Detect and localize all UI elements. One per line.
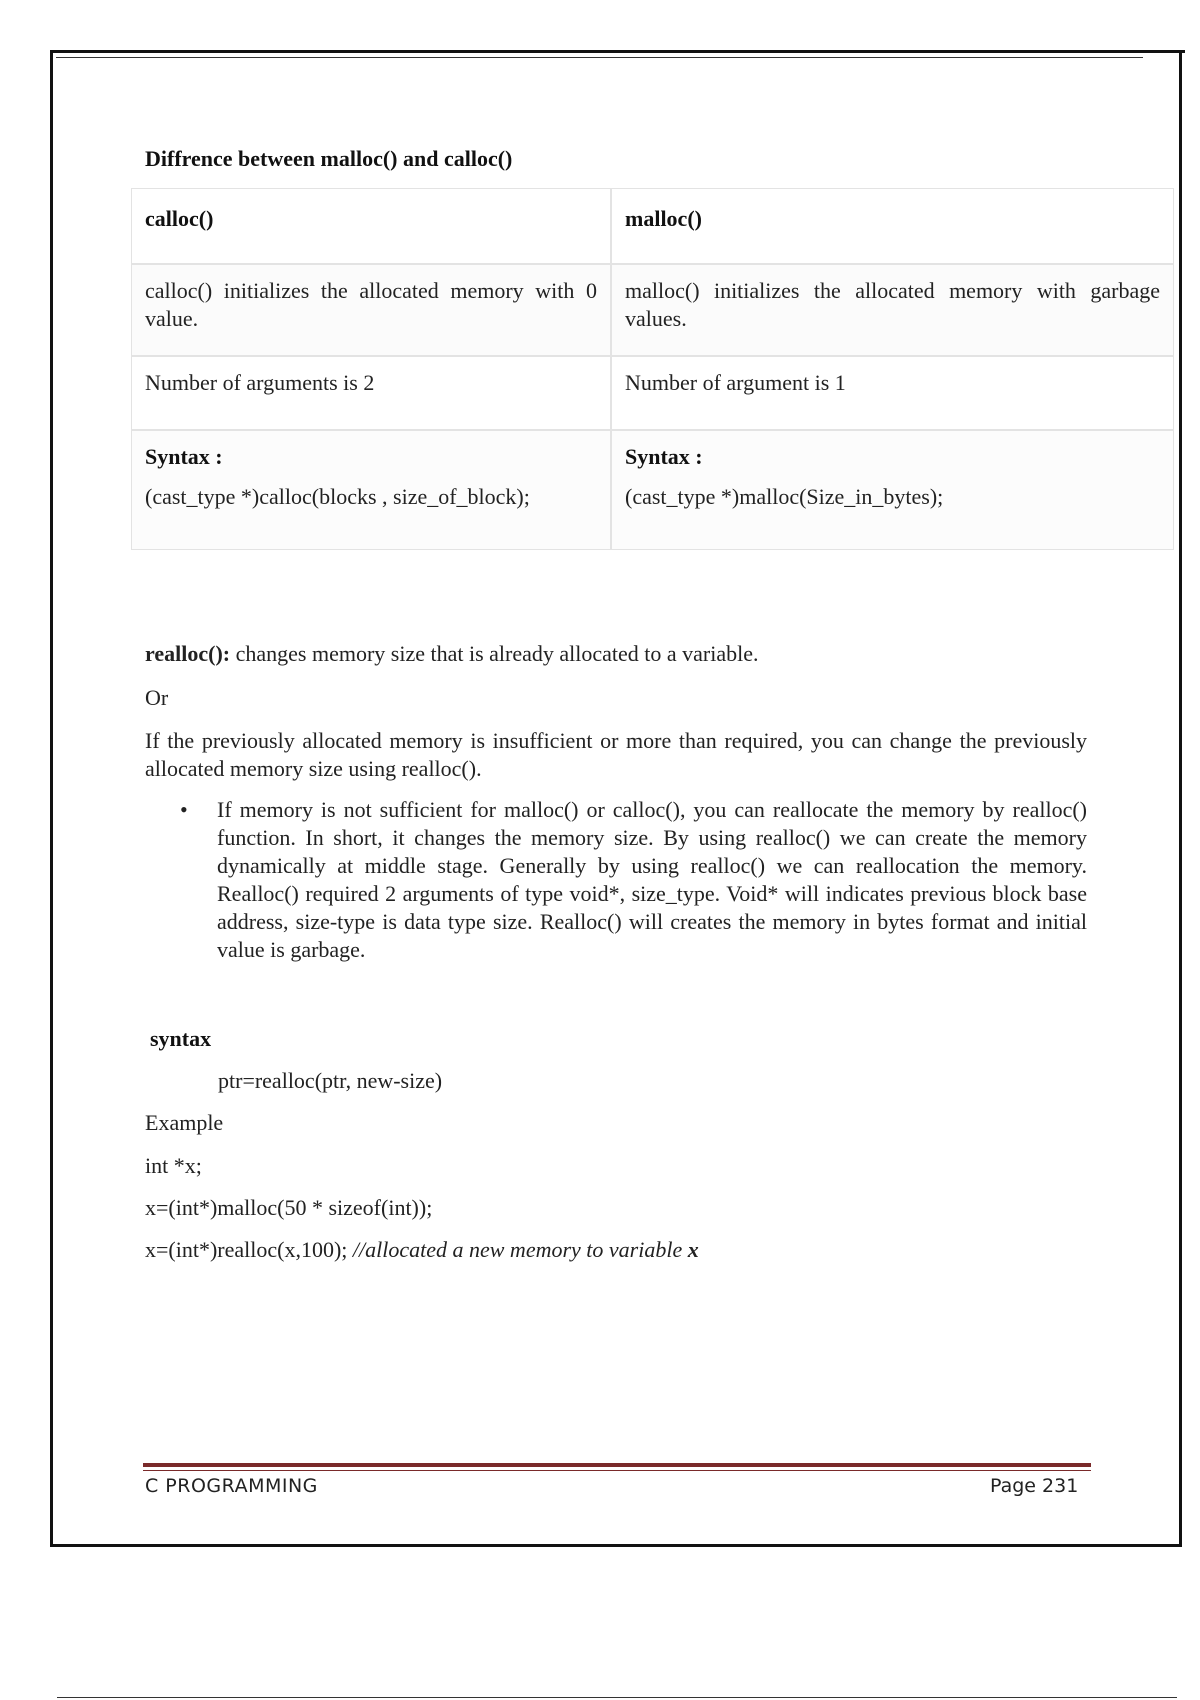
syntax-code: (cast_type *)calloc(blocks , size_of_block); — [145, 484, 530, 509]
table-row — [131, 264, 1174, 356]
realloc-paragraph: If the previously allocated memory is insufficient or more than required, you can change the previously allocated memory size using realloc(). — [145, 728, 1087, 781]
example-code: x=(int*)realloc(x,100); — [145, 1237, 348, 1262]
bottom-rule — [57, 1697, 1177, 1698]
bullet-text: If memory is not sufficient for malloc() or calloc(), you can reallocate the memory by realloc() function. In short, it changes the memory size. By using realloc() we can create the memory dynamically at middle stage. Generally by using realloc() we can reallocation the memory. Realloc() required 2 arguments of type void*, size_type. Void* will indicates previous block base address, size-type is data type size. Realloc() will creates the memory in bytes format and initial value is garbage. — [217, 797, 1087, 962]
page-number: Page 231 — [990, 1475, 1079, 1497]
bullet-item — [180, 796, 1087, 964]
table-cell: Number of argument is 1 — [611, 356, 1174, 430]
table-cell: malloc() initializes the allocated memory with garbage values. — [611, 264, 1174, 356]
realloc-term: realloc(): — [145, 641, 231, 666]
realloc-definition — [145, 640, 1087, 668]
bullet-icon: • — [180, 797, 188, 822]
table-header-malloc: malloc() — [611, 188, 1174, 264]
section-heading: Diffrence between malloc() and calloc() — [145, 146, 513, 171]
table-cell: calloc() initializes the allocated memory with 0 value. — [131, 264, 611, 356]
example-comment: //allocated a new memory to variable — [347, 1237, 688, 1262]
table-header-calloc: calloc() — [131, 188, 611, 264]
example-label: Example — [145, 1110, 224, 1135]
table-row — [131, 356, 1174, 430]
footer-rule — [143, 1463, 1091, 1467]
footer-title: C PROGRAMMING — [145, 1475, 318, 1497]
syntax-label: Syntax : — [625, 444, 703, 469]
example-line: x=(int*)malloc(50 * sizeof(int)); — [145, 1195, 433, 1220]
table-cell: Number of arguments is 2 — [131, 356, 611, 430]
footer-rule-thin — [143, 1470, 1091, 1471]
realloc-definition-text: changes memory size that is already allocated to a variable. — [230, 641, 759, 666]
example-line — [145, 1236, 1087, 1264]
comparison-table — [131, 188, 1174, 550]
or-text: Or — [145, 685, 169, 710]
syntax-heading: syntax — [150, 1026, 212, 1051]
table-cell-syntax — [611, 430, 1174, 550]
syntax-code-line: ptr=realloc(ptr, new-size) — [218, 1068, 443, 1093]
table-header-row — [131, 188, 1174, 264]
example-variable: x — [687, 1237, 699, 1262]
syntax-label: Syntax : — [145, 444, 223, 469]
example-line: int *x; — [145, 1153, 202, 1178]
syntax-code: (cast_type *)malloc(Size_in_bytes); — [625, 484, 944, 509]
table-row-syntax — [131, 430, 1174, 550]
table-cell-syntax — [131, 430, 611, 550]
